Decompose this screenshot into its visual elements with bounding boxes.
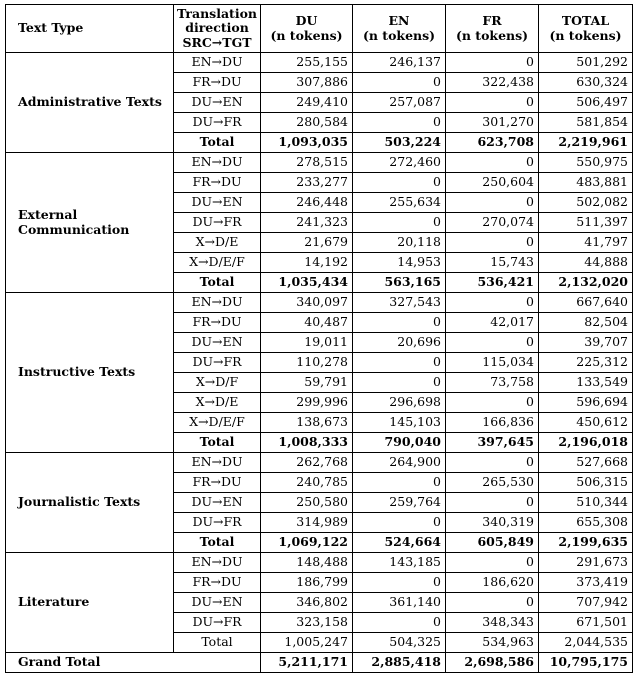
en-cell: 0 [353,513,446,533]
category-cell [6,293,174,453]
fr-cell: 348,343 [446,613,539,633]
direction-cell: DU→FR [174,213,261,233]
category-label: Administrative Texts [18,94,162,110]
du-cell: 314,989 [261,513,353,533]
subtotal-label: Total [174,633,261,653]
header-du-line: DU [295,13,318,29]
du-cell: 250,580 [261,493,353,513]
direction-cell: FR→DU [174,473,261,493]
direction-cell: DU→EN [174,93,261,113]
direction-cell: EN→DU [174,453,261,473]
grand-total-total: 10,795,175 [539,653,633,673]
fr-cell: 0 [446,193,539,213]
fr-cell: 0 [446,493,539,513]
en-cell: 14,953 [353,253,446,273]
direction-cell: FR→DU [174,73,261,93]
table-body [6,53,633,673]
subtotal-en: 524,664 [353,533,446,553]
du-cell: 186,799 [261,573,353,593]
header-du [261,5,353,53]
total-cell: 550,975 [539,153,633,173]
fr-cell: 73,758 [446,373,539,393]
en-cell: 0 [353,313,446,333]
direction-cell: DU→FR [174,513,261,533]
fr-cell: 15,743 [446,253,539,273]
fr-cell: 0 [446,93,539,113]
direction-cell: DU→FR [174,113,261,133]
en-cell: 20,696 [353,333,446,353]
category-cell [6,453,174,553]
du-cell: 241,323 [261,213,353,233]
total-cell: 510,344 [539,493,633,513]
fr-cell: 301,270 [446,113,539,133]
header-direction-line: Translation [177,6,257,21]
en-cell: 143,185 [353,553,446,573]
corpus-table [5,4,633,673]
direction-cell: DU→EN [174,193,261,213]
direction-cell: EN→DU [174,293,261,313]
table-row [6,53,633,73]
en-cell: 264,900 [353,453,446,473]
subtotal-du: 1,069,122 [261,533,353,553]
category-label: Literature [18,594,90,610]
en-cell: 0 [353,373,446,393]
en-cell: 255,634 [353,193,446,213]
total-cell: 41,797 [539,233,633,253]
du-cell: 246,448 [261,193,353,213]
en-cell: 20,118 [353,233,446,253]
total-cell: 502,082 [539,193,633,213]
subtotal-en: 563,165 [353,273,446,293]
direction-cell: X→D/E [174,393,261,413]
subtotal-label: Total [174,533,261,553]
header-direction [174,5,261,53]
header-en [353,5,446,53]
en-cell: 361,140 [353,593,446,613]
direction-cell: EN→DU [174,53,261,73]
direction-cell: FR→DU [174,313,261,333]
header-total-line: TOTAL [561,13,610,29]
du-cell: 138,673 [261,413,353,433]
direction-cell: DU→EN [174,593,261,613]
subtotal-fr: 623,708 [446,133,539,153]
du-cell: 280,584 [261,113,353,133]
total-cell: 655,308 [539,513,633,533]
subtotal-fr: 397,645 [446,433,539,453]
total-cell: 133,549 [539,373,633,393]
header-direction-line: SRC→TGT [182,34,252,50]
en-cell: 272,460 [353,153,446,173]
du-cell: 278,515 [261,153,353,173]
header-du-line: (n tokens) [270,27,343,43]
fr-cell: 270,074 [446,213,539,233]
subtotal-fr: 534,963 [446,633,539,653]
du-cell: 340,097 [261,293,353,313]
total-cell: 39,707 [539,333,633,353]
fr-cell: 340,319 [446,513,539,533]
du-cell: 148,488 [261,553,353,573]
header-fr-line: FR [482,13,502,29]
subtotal-du: 1,093,035 [261,133,353,153]
fr-cell: 250,604 [446,173,539,193]
subtotal-label: Total [174,433,261,453]
header-en-line: (n tokens) [362,27,436,43]
en-cell: 246,137 [353,53,446,73]
du-cell: 59,791 [261,373,353,393]
direction-cell: FR→DU [174,573,261,593]
table-row [6,153,633,173]
direction-cell: X→D/E/F [174,413,261,433]
subtotal-fr: 605,849 [446,533,539,553]
en-cell: 259,764 [353,493,446,513]
en-cell: 0 [353,213,446,233]
header-en-line: EN [388,13,410,29]
grand-total-fr: 2,698,586 [446,653,539,673]
du-cell: 262,768 [261,453,353,473]
direction-cell: X→D/E/F [174,253,261,273]
du-cell: 110,278 [261,353,353,373]
en-cell: 296,698 [353,393,446,413]
total-cell: 82,504 [539,313,633,333]
grand-total-en: 2,885,418 [353,653,446,673]
subtotal-total: 2,199,635 [539,533,633,553]
header-direction-line: direction [185,20,249,36]
fr-cell: 0 [446,593,539,613]
total-cell: 44,888 [539,253,633,273]
du-cell: 346,802 [261,593,353,613]
en-cell: 0 [353,173,446,193]
fr-cell: 265,530 [446,473,539,493]
total-cell: 225,312 [539,353,633,373]
du-cell: 14,192 [261,253,353,273]
du-cell: 21,679 [261,233,353,253]
total-cell: 527,668 [539,453,633,473]
total-cell: 506,497 [539,93,633,113]
en-cell: 257,087 [353,93,446,113]
table-row [6,453,633,473]
table-row [6,293,633,313]
direction-cell: X→D/E [174,233,261,253]
header-text-type: Text Type [6,5,174,53]
fr-cell: 322,438 [446,73,539,93]
direction-cell: EN→DU [174,553,261,573]
du-cell: 240,785 [261,473,353,493]
direction-cell: DU→EN [174,333,261,353]
total-cell: 707,942 [539,593,633,613]
fr-cell: 166,836 [446,413,539,433]
fr-cell: 0 [446,293,539,313]
du-cell: 255,155 [261,53,353,73]
du-cell: 233,277 [261,173,353,193]
direction-cell: FR→DU [174,173,261,193]
category-cell [6,53,174,153]
direction-cell: DU→FR [174,613,261,633]
subtotal-total: 2,044,535 [539,633,633,653]
category-label: External [18,207,78,223]
direction-cell: EN→DU [174,153,261,173]
du-cell: 307,886 [261,73,353,93]
fr-cell: 0 [446,233,539,253]
en-cell: 0 [353,113,446,133]
total-cell: 506,315 [539,473,633,493]
fr-cell: 0 [446,333,539,353]
fr-cell: 42,017 [446,313,539,333]
header-total [539,5,633,53]
category-cell [6,153,174,293]
direction-cell: X→D/F [174,373,261,393]
direction-cell: DU→EN [174,493,261,513]
total-cell: 671,501 [539,613,633,633]
total-cell: 450,612 [539,413,633,433]
subtotal-total: 2,196,018 [539,433,633,453]
subtotal-total: 2,219,961 [539,133,633,153]
du-cell: 249,410 [261,93,353,113]
category-cell [6,553,174,653]
subtotal-en: 790,040 [353,433,446,453]
du-cell: 323,158 [261,613,353,633]
fr-cell: 0 [446,153,539,173]
fr-cell: 0 [446,53,539,73]
total-cell: 373,419 [539,573,633,593]
header-fr [446,5,539,53]
total-cell: 291,673 [539,553,633,573]
category-label: Journalistic Texts [18,494,141,510]
fr-cell: 0 [446,553,539,573]
header-total-line: (n tokens) [549,27,622,43]
en-cell: 0 [353,613,446,633]
en-cell: 0 [353,73,446,93]
subtotal-label: Total [174,273,261,293]
table-row [6,553,633,573]
subtotal-en: 503,224 [353,133,446,153]
subtotal-en: 504,325 [353,633,446,653]
grand-total-label: Grand Total [6,653,261,673]
total-cell: 501,292 [539,53,633,73]
en-cell: 0 [353,473,446,493]
subtotal-fr: 536,421 [446,273,539,293]
total-cell: 596,694 [539,393,633,413]
du-cell: 299,996 [261,393,353,413]
en-cell: 0 [353,573,446,593]
subtotal-total: 2,132,020 [539,273,633,293]
grand-total-du: 5,211,171 [261,653,353,673]
fr-cell: 115,034 [446,353,539,373]
fr-cell: 0 [446,393,539,413]
category-label: Instructive Texts [18,364,136,380]
total-cell: 511,397 [539,213,633,233]
total-cell: 667,640 [539,293,633,313]
en-cell: 145,103 [353,413,446,433]
du-cell: 40,487 [261,313,353,333]
direction-cell: DU→FR [174,353,261,373]
header-row [6,5,633,53]
fr-cell: 186,620 [446,573,539,593]
category-label: Communication [18,221,130,237]
grand-total-row [6,653,633,673]
subtotal-label: Total [174,133,261,153]
total-cell: 483,881 [539,173,633,193]
total-cell: 630,324 [539,73,633,93]
header-fr-line: (n tokens) [455,27,529,43]
fr-cell: 0 [446,453,539,473]
en-cell: 327,543 [353,293,446,313]
subtotal-du: 1,035,434 [261,273,353,293]
total-cell: 581,854 [539,113,633,133]
du-cell: 19,011 [261,333,353,353]
en-cell: 0 [353,353,446,373]
subtotal-du: 1,008,333 [261,433,353,453]
subtotal-du: 1,005,247 [261,633,353,653]
